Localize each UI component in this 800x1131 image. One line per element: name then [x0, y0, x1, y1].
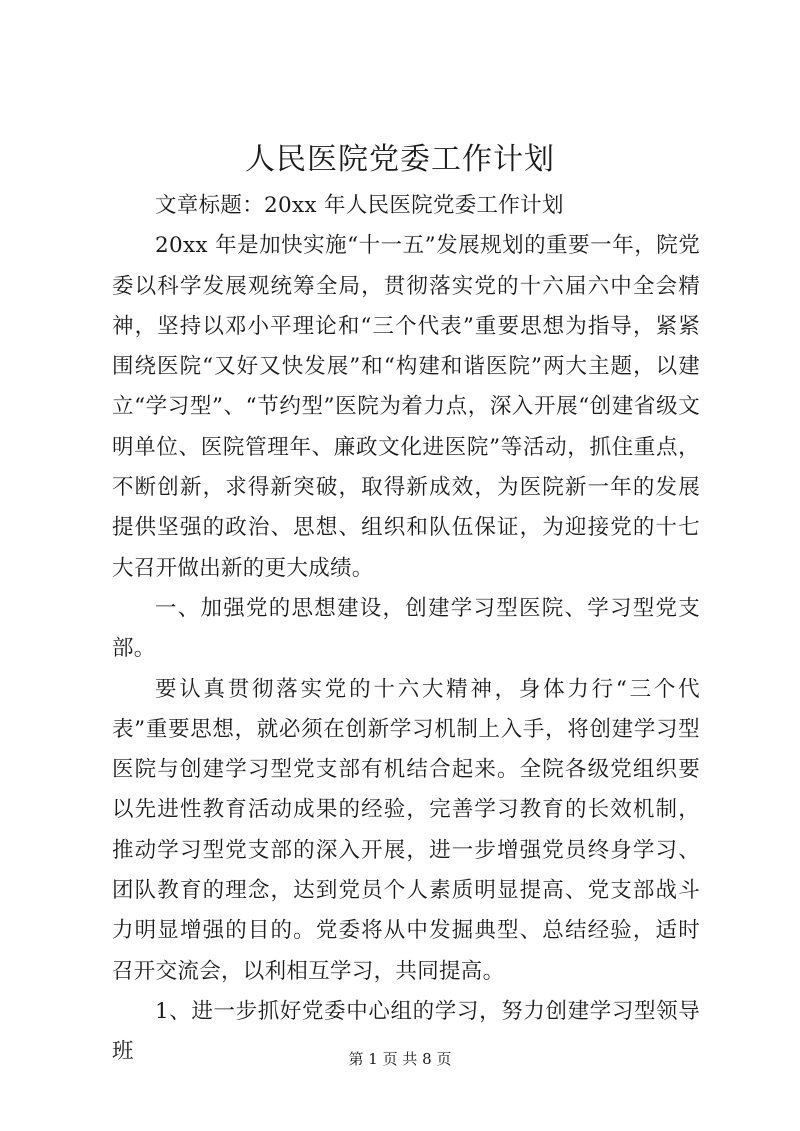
subsection-1-line: 1、进一步抓好党委中心组的学习，努力创建学习型领导班 — [112, 998, 700, 1065]
section-heading-1: 一、加强党的思想建设，创建学习型医院、学习型党支部。 — [112, 595, 700, 662]
section-1-paragraph: 要认真贯彻落实党的十六大精神，身体力行“三个代表”重要思想，就必须在创新学习机制上入手，将创建学习型医院与创建学习型党支部有机结合起来。全院各级党组织要以先进性教育活动成果的经验，完善学习教育的长效机制，推动学习型党支部的深入开展，进一步增强党员终身学习、团队教育的理念，达到党员个人素质明显提高、党支部战斗力明显增强的目的。党委将从中发掘典型、总结经验，适时召开交流会，以利相互学习，共同提高。 — [112, 676, 700, 984]
intro-paragraph: 20xx 年是加快实施“十一五”发展规划的重要一年，院党委以科学发展观统筹全局，贯彻落实党的十六届六中全会精神，坚持以邓小平理论和“三个代表”重要思想为指导，紧紧围绕医院“又好又快发展”和“构建和谐医院”两大主题，以建立“学习型”、“节约型”医院为着力点，深入开展“创建省级文明单位、医院管理年、廉政文化进医院”等活动，抓住重点，不断创新，求得新突破，取得新成效，为医院新一年的发展提供坚强的政治、思想、组织和队伍保证，为迎接党的十七大召开做出新的更大成绩。 — [112, 233, 700, 581]
document-title: 人民医院党委工作计划 — [245, 142, 555, 177]
document-body — [112, 186, 700, 1073]
page-footer: 第 1 页 共 8 页 — [348, 1050, 452, 1068]
article-title-line: 文章标题：20xx 年人民医院党委工作计划 — [155, 193, 564, 218]
